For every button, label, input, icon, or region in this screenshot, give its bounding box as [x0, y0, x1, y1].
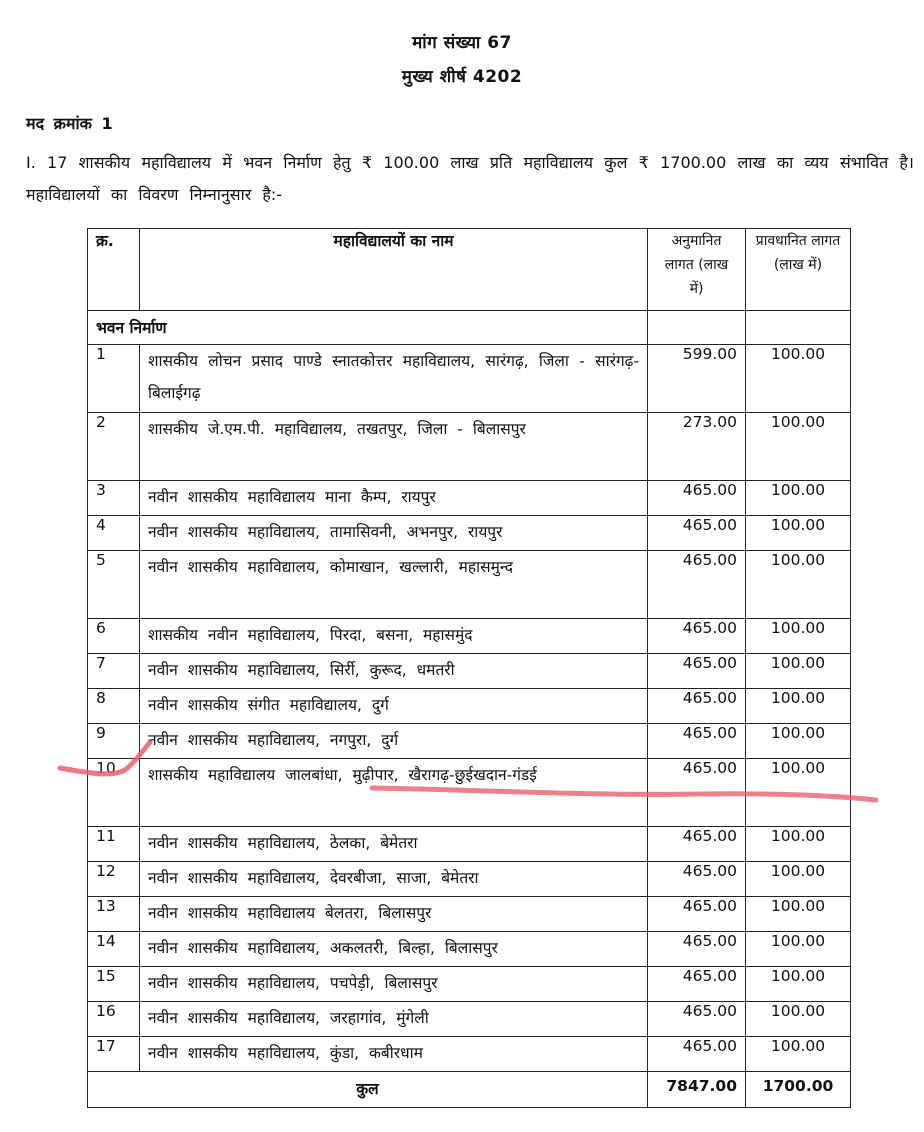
row-estimated-cost: 465.00 — [648, 1037, 746, 1072]
row-estimated-cost: 465.00 — [648, 481, 746, 516]
table-row — [88, 827, 851, 862]
table-row — [88, 967, 851, 1002]
row-provisioned-cost: 100.00 — [746, 689, 851, 724]
row-sno: 12 — [88, 862, 140, 897]
row-provisioned-cost: 100.00 — [746, 759, 851, 827]
table-row — [88, 413, 851, 481]
intro-paragraph: I. 17 शासकीय महाविद्यालय में भवन निर्माण हेतु ₹ 100.00 लाख प्रति महाविद्यालय कुल ₹ 1700.00 लाख का व्यय संभावित है। महाविद्यालयों का विवरण निम्नानुसार है:- — [26, 153, 914, 204]
row-sno: 5 — [88, 551, 140, 619]
row-college-name: नवीन शासकीय महाविद्यालय, देवरबीजा, साजा, बेमेतरा — [140, 862, 648, 897]
row-estimated-cost: 465.00 — [648, 516, 746, 551]
row-sno: 3 — [88, 481, 140, 516]
row-sno: 4 — [88, 516, 140, 551]
row-college-name: शासकीय नवीन महाविद्यालय, पिरदा, बसना, महासमुंद — [140, 619, 648, 654]
row-sno: 8 — [88, 689, 140, 724]
section-label: भवन निर्माण — [88, 311, 648, 345]
row-estimated-cost: 465.00 — [648, 654, 746, 689]
row-college-name: नवीन शासकीय महाविद्यालय, कुंडा, कबीरधाम — [140, 1037, 648, 1072]
row-provisioned-cost: 100.00 — [746, 481, 851, 516]
total-row — [88, 1072, 851, 1108]
table-row — [88, 654, 851, 689]
row-estimated-cost: 465.00 — [648, 689, 746, 724]
row-college-name: शासकीय लोचन प्रसाद पाण्डे स्नातकोत्तर महाविद्यालय, सारंगढ़, जिला - सारंगढ़-बिलाईगढ़ — [140, 345, 648, 413]
table-row — [88, 1037, 851, 1072]
row-sno: 14 — [88, 932, 140, 967]
row-estimated-cost: 465.00 — [648, 862, 746, 897]
row-sno: 2 — [88, 413, 140, 481]
section-empty-cell — [746, 311, 851, 345]
row-estimated-cost: 273.00 — [648, 413, 746, 481]
row-estimated-cost: 465.00 — [648, 932, 746, 967]
row-provisioned-cost: 100.00 — [746, 827, 851, 862]
table-row — [88, 862, 851, 897]
row-college-name: नवीन शासकीय महाविद्यालय, कोमाखान, खल्लारी, महासमुन्द — [140, 551, 648, 619]
row-sno: 16 — [88, 1002, 140, 1037]
header-provisioned-cost: प्रावधानित लागत (लाख में) — [746, 229, 851, 311]
table-header-row — [88, 229, 851, 311]
table-row — [88, 897, 851, 932]
row-provisioned-cost: 100.00 — [746, 413, 851, 481]
row-sno: 10 — [88, 759, 140, 827]
row-sno: 6 — [88, 619, 140, 654]
row-sno: 15 — [88, 967, 140, 1002]
row-estimated-cost: 465.00 — [648, 827, 746, 862]
section-empty-cell — [648, 311, 746, 345]
major-head-heading: मुख्य शीर्ष 4202 — [401, 67, 523, 87]
row-estimated-cost: 465.00 — [648, 551, 746, 619]
table-row — [88, 481, 851, 516]
row-estimated-cost: 465.00 — [648, 619, 746, 654]
table-row — [88, 759, 851, 827]
table-row — [88, 516, 851, 551]
table-row — [88, 1002, 851, 1037]
row-college-name: नवीन शासकीय महाविद्यालय, नगपुरा, दुर्ग — [140, 724, 648, 759]
college-table — [87, 228, 851, 1108]
row-college-name: शासकीय महाविद्यालय जालबांधा, मुढ़ीपार, खैरागढ़-छुईखदान-गंडई — [140, 759, 648, 827]
row-estimated-cost: 465.00 — [648, 967, 746, 1002]
row-college-name: शासकीय जे.एम.पी. महाविद्यालय, तखतपुर, जिला - बिलासपुर — [140, 413, 648, 481]
header-estimated-cost: अनुमानित लागत (लाख में) — [648, 229, 746, 311]
row-estimated-cost: 465.00 — [648, 897, 746, 932]
total-estimated: 7847.00 — [648, 1072, 746, 1108]
total-provisioned: 1700.00 — [746, 1072, 851, 1108]
row-provisioned-cost: 100.00 — [746, 619, 851, 654]
row-provisioned-cost: 100.00 — [746, 345, 851, 413]
table-row — [88, 345, 851, 413]
row-provisioned-cost: 100.00 — [746, 967, 851, 1002]
table-row — [88, 619, 851, 654]
row-estimated-cost: 465.00 — [648, 724, 746, 759]
row-college-name: नवीन शासकीय महाविद्यालय, तामासिवनी, अभनपुर, रायपुर — [140, 516, 648, 551]
row-college-name: नवीन शासकीय महाविद्यालय माना कैम्प, रायपुर — [140, 481, 648, 516]
table-row — [88, 689, 851, 724]
row-provisioned-cost: 100.00 — [746, 654, 851, 689]
table-row — [88, 932, 851, 967]
row-college-name: नवीन शासकीय महाविद्यालय, अकलतरी, बिल्हा, बिलासपुर — [140, 932, 648, 967]
row-college-name: नवीन शासकीय महाविद्यालय, जरहागांव, मुंगेली — [140, 1002, 648, 1037]
row-college-name: नवीन शासकीय महाविद्यालय, पचपेड़ी, बिलासपुर — [140, 967, 648, 1002]
demand-number-heading: मांग संख्या 67 — [412, 33, 512, 53]
row-estimated-cost: 465.00 — [648, 759, 746, 827]
row-sno: 17 — [88, 1037, 140, 1072]
row-estimated-cost: 465.00 — [648, 1002, 746, 1037]
header-sno: क्र. — [88, 229, 140, 311]
row-college-name: नवीन शासकीय महाविद्यालय, ठेलका, बेमेतरा — [140, 827, 648, 862]
row-college-name: नवीन शासकीय संगीत महाविद्यालय, दुर्ग — [140, 689, 648, 724]
row-provisioned-cost: 100.00 — [746, 1037, 851, 1072]
row-sno: 7 — [88, 654, 140, 689]
row-provisioned-cost: 100.00 — [746, 862, 851, 897]
row-college-name: नवीन शासकीय महाविद्यालय, सिर्री, कुरूद, धमतरी — [140, 654, 648, 689]
section-row — [88, 311, 851, 345]
row-provisioned-cost: 100.00 — [746, 516, 851, 551]
row-provisioned-cost: 100.00 — [746, 897, 851, 932]
row-sno: 11 — [88, 827, 140, 862]
item-number-label: मद क्रमांक 1 — [26, 114, 113, 133]
table-row — [88, 551, 851, 619]
row-sno: 9 — [88, 724, 140, 759]
row-sno: 13 — [88, 897, 140, 932]
row-estimated-cost: 599.00 — [648, 345, 746, 413]
header-college-name: महाविद्यालयों का नाम — [140, 229, 648, 311]
row-college-name: नवीन शासकीय महाविद्यालय बेलतरा, बिलासपुर — [140, 897, 648, 932]
table-row — [88, 724, 851, 759]
row-provisioned-cost: 100.00 — [746, 724, 851, 759]
row-provisioned-cost: 100.00 — [746, 932, 851, 967]
total-label: कुल — [88, 1072, 648, 1108]
row-provisioned-cost: 100.00 — [746, 551, 851, 619]
row-provisioned-cost: 100.00 — [746, 1002, 851, 1037]
row-sno: 1 — [88, 345, 140, 413]
